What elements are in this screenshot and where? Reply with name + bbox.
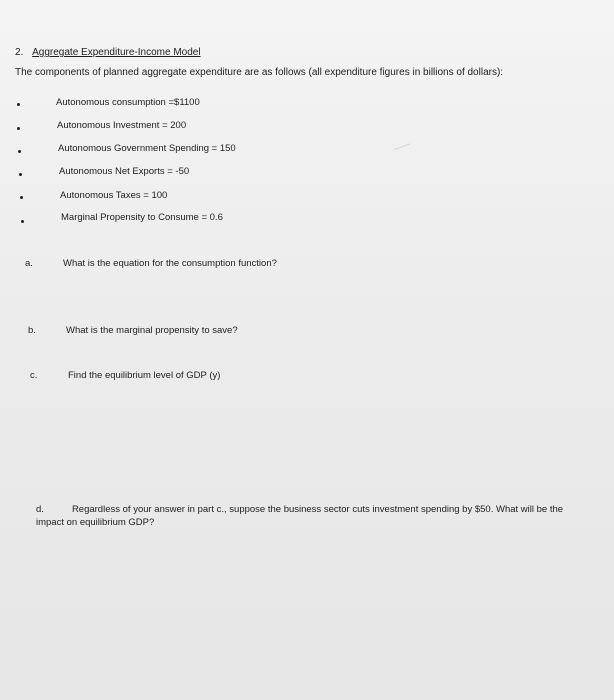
problem-intro: The components of planned aggregate expenditure are as follows (all expenditure figures in billions of dollars):: [15, 67, 504, 78]
question-c-text: Find the equilibrium level of GDP (y): [68, 370, 221, 381]
bullet-dot: [17, 103, 20, 106]
bullet-dot: [17, 127, 20, 130]
question-b-letter: b.: [28, 325, 36, 336]
question-b-text: What is the marginal propensity to save?: [66, 325, 238, 336]
bullet-net-exports: Autonomous Net Exports = -50: [59, 166, 190, 177]
bullet-autonomous-consumption: Autonomous consumption =$1100: [56, 97, 200, 108]
problem-title: Aggregate Expenditure-Income Model: [32, 47, 201, 58]
bullet-mpc: Marginal Propensity to Consume = 0.6: [61, 212, 223, 223]
bullet-dot: [20, 196, 23, 199]
bullet-dot: [21, 220, 24, 223]
bullet-autonomous-taxes: Autonomous Taxes = 100: [60, 190, 168, 201]
bullet-dot: [18, 150, 21, 153]
bullet-government-spending: Autonomous Government Spending = 150: [58, 143, 236, 154]
problem-number: 2.: [15, 47, 24, 58]
bullet-autonomous-investment: Autonomous Investment = 200: [57, 120, 187, 131]
question-a-letter: a.: [25, 258, 33, 269]
question-d-text: Regardless of your answer in part c., suppose the business sector cuts investment spending by $50. What will be the impact on equilibrium GDP?: [36, 504, 564, 528]
question-a-text: What is the equation for the consumption function?: [63, 258, 277, 269]
pen-mark: [395, 143, 412, 153]
question-c-letter: c.: [30, 370, 38, 381]
question-d: [36, 503, 576, 529]
question-d-letter: d.: [36, 504, 44, 515]
problem-heading: [15, 47, 201, 58]
bullet-dot: [19, 173, 22, 176]
